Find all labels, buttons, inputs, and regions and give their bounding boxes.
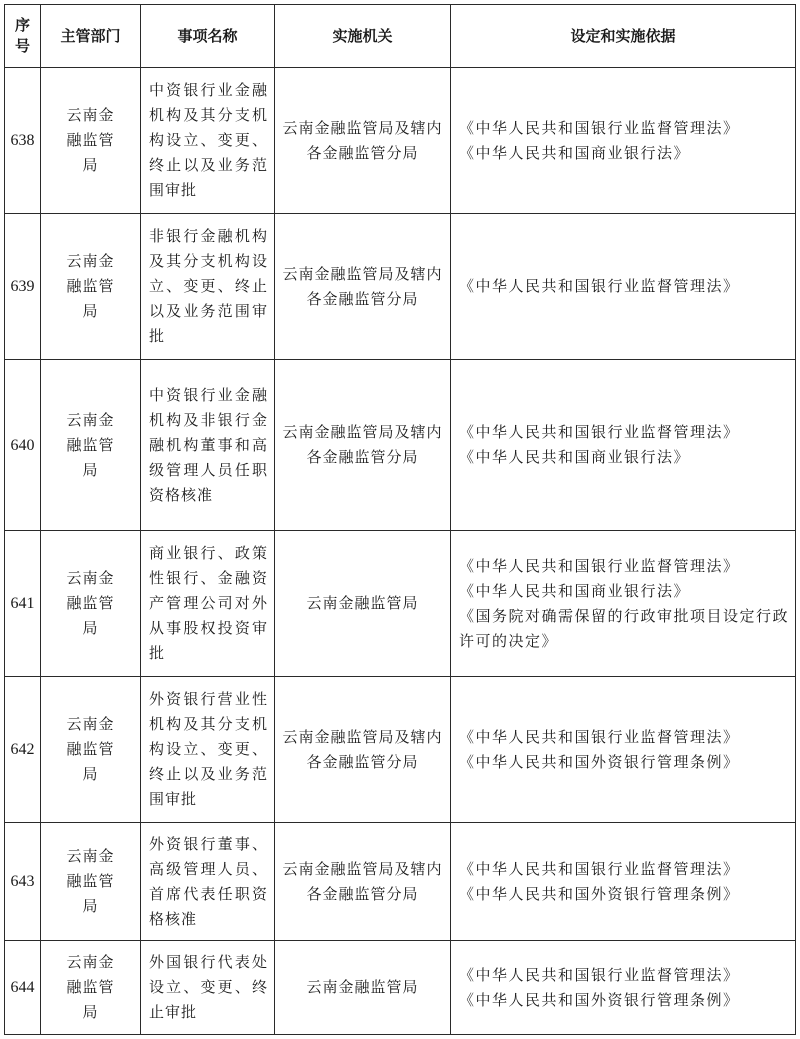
basis-cell: [451, 941, 796, 1035]
dept-cell: 云南金融监管局: [41, 677, 141, 823]
dept-cell: 云南金融监管局: [41, 531, 141, 677]
item-cell: 外资银行董事、高级管理人员、首席代表任职资格核准: [141, 823, 275, 941]
basis-line: 《中华人民共和国银行业监督管理法》: [459, 965, 740, 984]
basis-line: 《中华人民共和国银行业监督管理法》: [459, 727, 740, 746]
basis-line: 《中华人民共和国银行业监督管理法》: [459, 118, 740, 137]
dept-cell: 云南金融监管局: [41, 68, 141, 214]
table-row: [5, 823, 796, 941]
approval-items-table: [4, 4, 796, 1035]
table-row: [5, 214, 796, 360]
org-cell: 云南金融监管局及辖内各金融监管分局: [275, 360, 451, 531]
dept-cell: 云南金融监管局: [41, 941, 141, 1035]
basis-line: 《中华人民共和国银行业监督管理法》: [459, 859, 740, 878]
basis-line: 《中华人民共和国商业银行法》: [459, 448, 691, 466]
basis-cell: [451, 823, 796, 941]
table-row: [5, 941, 796, 1035]
basis-line: 《中华人民共和国银行业监督管理法》: [459, 277, 740, 295]
table-header-row: [5, 5, 796, 68]
table-row: [5, 360, 796, 531]
basis-cell: [451, 68, 796, 214]
org-cell: 云南金融监管局: [275, 531, 451, 677]
basis-line: 《中华人民共和国外资银行管理条例》: [459, 884, 740, 903]
table-row: [5, 68, 796, 214]
basis-line: 《国务院对确需保留的行政审批项目设定行政许可的决定》: [459, 606, 790, 650]
item-cell: 商业银行、政策性银行、金融资产管理公司对外从事股权投资审批: [141, 531, 275, 677]
seq-cell: 640: [5, 360, 41, 531]
org-cell: 云南金融监管局及辖内各金融监管分局: [275, 214, 451, 360]
item-cell: 外资银行营业性机构及其分支机构设立、变更、终止以及业务范围审批: [141, 677, 275, 823]
table-row: [5, 531, 796, 677]
header-seq: 序号: [5, 5, 41, 68]
header-basis: 设定和实施依据: [451, 5, 796, 68]
basis-line: 《中华人民共和国外资银行管理条例》: [459, 990, 740, 1009]
item-cell: 外国银行代表处设立、变更、终止审批: [141, 941, 275, 1035]
document-page: [4, 4, 795, 1034]
seq-cell: 638: [5, 68, 41, 214]
item-cell: 中资银行业金融机构及其分支机构设立、变更、终止以及业务范围审批: [141, 68, 275, 214]
dept-cell: 云南金融监管局: [41, 823, 141, 941]
org-cell: 云南金融监管局及辖内各金融监管分局: [275, 823, 451, 941]
org-cell: 云南金融监管局: [275, 941, 451, 1035]
item-cell: 中资银行业金融机构及非银行金融机构董事和高级管理人员任职资格核准: [141, 360, 275, 531]
header-item: 事项名称: [141, 5, 275, 68]
basis-cell: [451, 677, 796, 823]
basis-line: 《中华人民共和国商业银行法》: [459, 143, 691, 162]
basis-line: 《中华人民共和国银行业监督管理法》: [459, 556, 740, 575]
table-row: [5, 677, 796, 823]
basis-line: 《中华人民共和国商业银行法》: [459, 581, 691, 600]
dept-cell: 云南金融监管局: [41, 360, 141, 531]
seq-cell: 642: [5, 677, 41, 823]
org-cell: 云南金融监管局及辖内各金融监管分局: [275, 68, 451, 214]
dept-cell: 云南金融监管局: [41, 214, 141, 360]
item-cell: 非银行金融机构及其分支机构设立、变更、终止以及业务范围审批: [141, 214, 275, 360]
basis-cell: [451, 360, 796, 531]
org-cell: 云南金融监管局及辖内各金融监管分局: [275, 677, 451, 823]
basis-cell: [451, 214, 796, 360]
seq-cell: 643: [5, 823, 41, 941]
header-dept: 主管部门: [41, 5, 141, 68]
seq-cell: 641: [5, 531, 41, 677]
basis-line: 《中华人民共和国银行业监督管理法》: [459, 423, 740, 441]
header-org: 实施机关: [275, 5, 451, 68]
basis-cell: [451, 531, 796, 677]
basis-line: 《中华人民共和国外资银行管理条例》: [459, 752, 740, 771]
seq-cell: 639: [5, 214, 41, 360]
seq-cell: 644: [5, 941, 41, 1035]
